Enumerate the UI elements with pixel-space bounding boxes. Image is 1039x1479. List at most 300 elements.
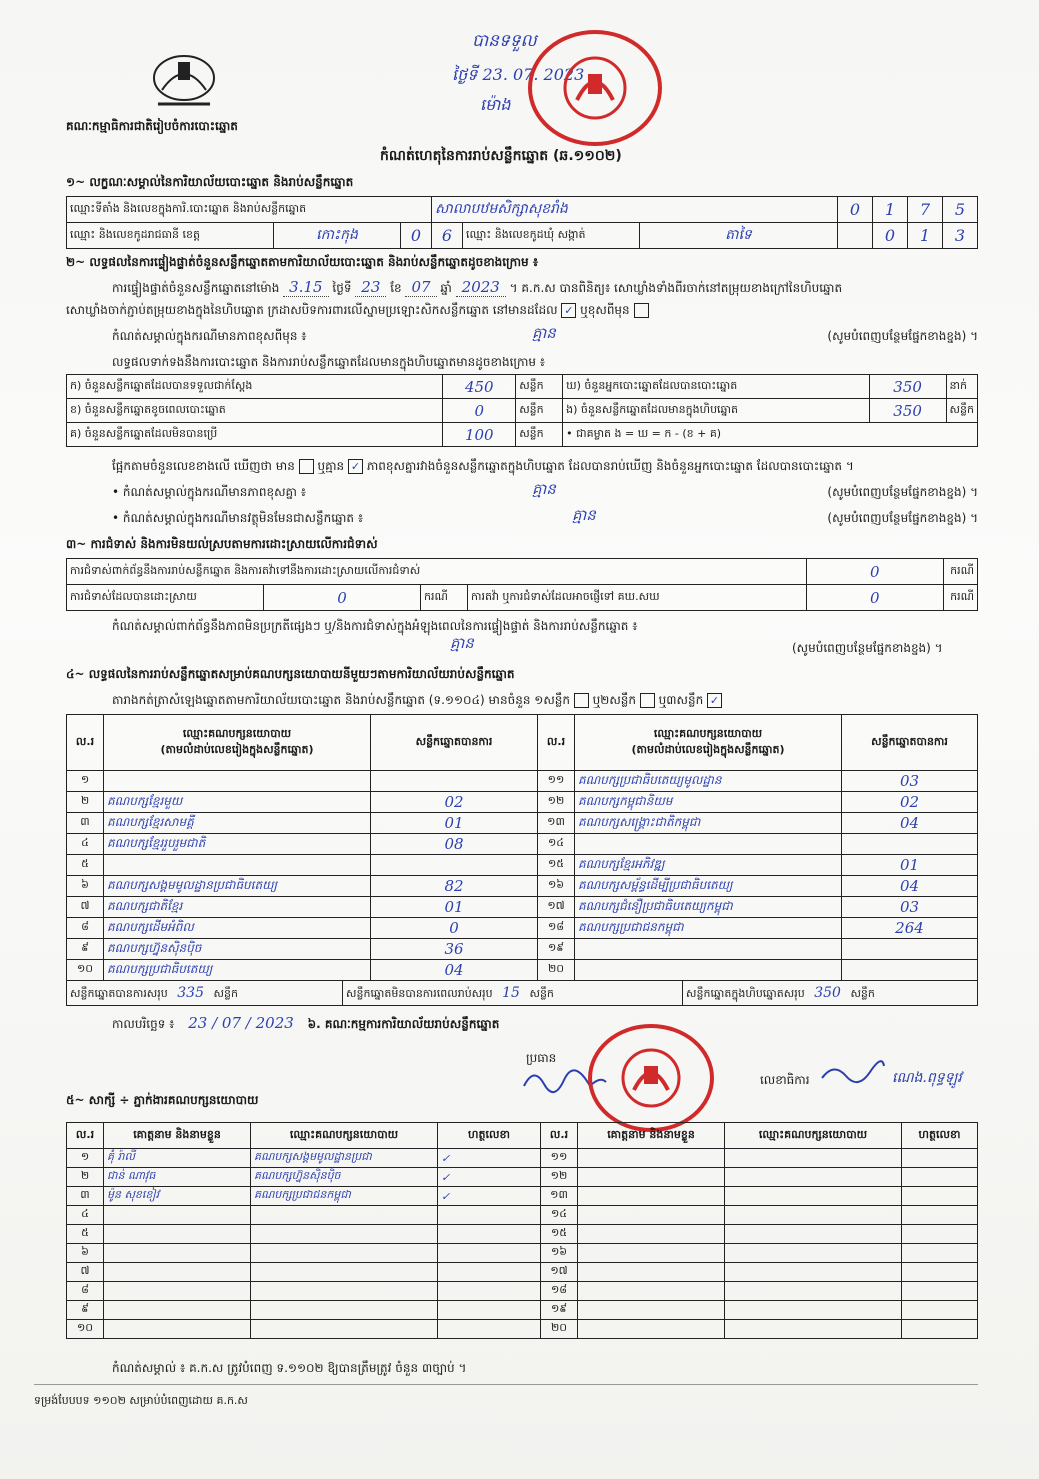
votes-row — [67, 813, 978, 834]
verify-month-label: ខែ — [390, 281, 402, 295]
province-label: ឈ្មោះ និងលេខកូដរាជធានី ខេត្ត — [67, 223, 274, 249]
vote-party-right — [575, 939, 842, 960]
vote-no-left: ៩ — [67, 939, 104, 960]
witness-sign-left — [438, 1206, 541, 1225]
vote-party-left — [104, 771, 371, 792]
witness-col-name-right: គោត្តនាម និងនាមខ្លួន — [578, 1123, 725, 1149]
result-a-value: 450 — [443, 375, 516, 399]
vote-count-left: 0 — [371, 918, 538, 939]
witness-name-right — [578, 1187, 725, 1206]
compare-option-none: ឬគ្មាន — [317, 459, 345, 473]
remark3-note: (សូមបំពេញបន្ថែមផ្នែកខាងខ្នង) ។ — [827, 511, 978, 525]
station-code-3: 7 — [908, 197, 943, 223]
result-b-value: 0 — [443, 399, 516, 423]
footer-divider — [34, 1384, 978, 1385]
witness-sign-left — [438, 1244, 541, 1263]
witness-party-right — [725, 1282, 902, 1301]
witness-sign-right — [902, 1187, 978, 1206]
witness-name-left — [104, 1244, 251, 1263]
total-box-value: 350 — [814, 985, 841, 1001]
station-code-2: 1 — [873, 197, 908, 223]
witness-no-right: ១៣ — [541, 1187, 578, 1206]
verify-time-label: ការផ្ទៀងផ្ទាត់ចំនួនសន្លឹកឆ្នោតនៅម៉ោង — [112, 281, 280, 295]
three-sheet-checkbox[interactable]: ✓ — [707, 693, 722, 708]
remark3-label: • កំណត់សម្គាល់ក្នុងករណីមានវត្ថុមិនមែនជាសន្លឹកឆ្នោត ៖ — [112, 511, 364, 525]
witness-party-right — [725, 1149, 902, 1168]
tally-sheet-line — [112, 692, 722, 710]
witness-party-left — [251, 1301, 438, 1320]
witness-no-right: ១៨ — [541, 1282, 578, 1301]
section3-title: ៣~ ការជំទាស់ និងការមិនយល់ស្របតាមការដោះស្រាយលើការជំទាស់ — [66, 537, 378, 551]
result-c-label: គ) ចំនួនសន្លឹកឆ្នោតដែលមិនបានប្រើ — [67, 423, 443, 447]
witness-col-party-left: ឈ្មោះគណបក្សនយោបាយ — [251, 1123, 438, 1149]
witness-no-left: ៣ — [67, 1187, 104, 1206]
verify-day: 23 — [355, 278, 386, 297]
witness-row — [67, 1168, 978, 1187]
result-e-value: 350 — [869, 399, 946, 423]
witness-sign-left — [438, 1225, 541, 1244]
witness-party-right — [725, 1225, 902, 1244]
commune-code-2: 1 — [908, 223, 943, 249]
vote-party-right: គណបក្សសម្ព័ន្ធដើម្បីប្រជាធិបតេយ្យ — [575, 876, 842, 897]
witness-name-left — [104, 1301, 251, 1320]
votes-col-party-left-title: ឈ្មោះគណបក្សនយោបាយ — [182, 726, 292, 740]
seal-status-text: សោឃ្លាំងចាក់ភ្ជាប់តម្រុយខាងក្នុងនៃហិបឆ្នោត ក្រដាសបិទការពារលើស្នាមប្រឡោះសិកសន្លឹកឆ្នោត នៅមានដដែល — [66, 303, 558, 317]
vote-party-left: គណបក្សខ្មែរមួយ — [104, 792, 371, 813]
unchanged-checkbox[interactable]: ✓ — [561, 303, 576, 318]
vote-party-right: គណបក្សជំនឿប្រជាធិបតេយ្យកម្ពុជា — [575, 897, 842, 918]
witness-sign-left: ✓ — [438, 1187, 541, 1206]
vote-count-right: 264 — [842, 918, 978, 939]
official-seal-bottom — [588, 1024, 714, 1132]
total-box-unit: សន្លឹក — [850, 987, 875, 1000]
result-a-label: ក) ចំនួនសន្លឹកឆ្នោតដែលបានទទួលជាក់ស្តែង — [67, 375, 443, 399]
received-date: ថ្ងៃទី 23. 07. 2023 — [452, 65, 585, 84]
objection-row2b-unit: ករណី — [943, 585, 977, 611]
station-label: ឈ្មោះទីតាំង និងលេខក្នុងការិ.បោះឆ្នោត និងរាប់សន្លឹកឆ្នោត — [67, 197, 432, 223]
no-difference-checkbox[interactable]: ✓ — [348, 459, 363, 474]
witness-party-left — [251, 1282, 438, 1301]
witness-party-right — [725, 1168, 902, 1187]
witness-name-left — [104, 1320, 251, 1339]
tally-sheet-text: តារាងកត់ត្រាសំឡេងឆ្នោតតាមការិយាល័យបោះឆ្នោត និងរាប់សន្លឹកឆ្នោត (ទ.១១០៤) មានចំនួន ១សន្លឹក — [112, 693, 570, 707]
vote-no-right: ១៣ — [538, 813, 575, 834]
remark1-value: គ្មាន — [532, 324, 556, 342]
votes-col-party-right — [575, 715, 842, 771]
vote-count-right — [842, 834, 978, 855]
vote-count-left: 36 — [371, 939, 538, 960]
changed-option-label: ឬខុសពីមុន — [580, 303, 630, 317]
result-c-value: 100 — [443, 423, 516, 447]
vote-no-left: ៦ — [67, 876, 104, 897]
total-valid-label: សន្លឹកឆ្នោតបានការសរុប — [70, 987, 168, 1000]
witness-party-right — [725, 1187, 902, 1206]
remark2-row — [112, 480, 978, 502]
witness-party-left: គណបក្សហ្វ៊ុនស៊ិនប៉ិច — [251, 1168, 438, 1187]
vote-party-left: គណបក្សហ្វ៊ុនស៊ិនប៉ិច — [104, 939, 371, 960]
witness-sign-right — [902, 1225, 978, 1244]
verification-line-1 — [112, 278, 978, 298]
votes-table — [66, 714, 978, 1006]
witness-col-no-right: ល.រ — [541, 1123, 578, 1149]
date-value: 23 / 07 / 2023 — [188, 1014, 294, 1032]
vote-no-right: ១៨ — [538, 918, 575, 939]
votes-col-votes-right: សន្លឹកឆ្នោតបានការ — [842, 715, 978, 771]
objections-table — [66, 558, 978, 611]
total-valid-unit: សន្លឹក — [213, 987, 238, 1000]
witness-col-sign-right: ហត្ថលេខា — [902, 1123, 978, 1149]
vote-no-left: ១០ — [67, 960, 104, 981]
compare-text: ផ្អែកតាមចំនួនលេខខាងលើ ឃើញថា មាន — [112, 459, 295, 473]
witness-name-left — [104, 1225, 251, 1244]
witness-no-right: ១៤ — [541, 1206, 578, 1225]
witness-name-left: គុំ រ៉ាលី — [104, 1149, 251, 1168]
votes-row — [67, 834, 978, 855]
three-sheet-label: ឬ៣សន្លឹក — [658, 693, 704, 707]
received-label: បានទទួល — [472, 31, 537, 51]
vote-count-right — [842, 960, 978, 981]
result-d-value: 350 — [869, 375, 946, 399]
verify-time: 3.15 — [283, 278, 328, 297]
witness-name-right — [578, 1301, 725, 1320]
remark2-label: • កំណត់សម្គាល់ក្នុងករណីមានភាពខុសគ្នា ៖ — [112, 485, 307, 499]
vote-party-left: គណបក្សសង្គមមូលដ្ឋានប្រជាធិបតេយ្យ — [104, 876, 371, 897]
vote-no-left: ៥ — [67, 855, 104, 876]
witness-sign-right — [902, 1149, 978, 1168]
witness-no-left: ៤ — [67, 1206, 104, 1225]
nec-logo — [148, 48, 220, 112]
secretary-signature-icon — [818, 1058, 888, 1088]
secretary-label: លេខាធិការ — [760, 1073, 810, 1087]
vote-no-right: ១៧ — [538, 897, 575, 918]
vote-no-right: ២០ — [538, 960, 575, 981]
witness-party-right — [725, 1301, 902, 1320]
vote-party-right — [575, 834, 842, 855]
witness-party-left — [251, 1320, 438, 1339]
witness-row — [67, 1149, 978, 1168]
vote-no-left: ១ — [67, 771, 104, 792]
witness-name-right — [578, 1244, 725, 1263]
vote-no-left: ៨ — [67, 918, 104, 939]
vote-no-left: ៤ — [67, 834, 104, 855]
votes-row — [67, 960, 978, 981]
witness-party-left: គណបក្សប្រជាជនកម្ពុជា — [251, 1187, 438, 1206]
vote-no-right: ១៩ — [538, 939, 575, 960]
votes-row — [67, 792, 978, 813]
votes-row — [67, 876, 978, 897]
votes-row — [67, 771, 978, 792]
result-d-label: ឃ) ចំនួនអ្នកបោះឆ្នោតដែលបានបោះឆ្នោត — [563, 375, 870, 399]
witness-no-left: ៥ — [67, 1225, 104, 1244]
witness-sign-right — [902, 1168, 978, 1187]
witness-row — [67, 1301, 978, 1320]
irregularity-remark-label: កំណត់សម្គាល់ពាក់ព័ន្ធនឹងភាពមិនប្រក្រតីផ្សេងៗ ឬ/និងការជំទាស់ក្នុងអំឡុងពេលនៃការផ្ទៀងផ្ទាត់ និងការរាប់សន្លឹកឆ្នោត ៖ — [112, 619, 638, 633]
vote-count-right: 04 — [842, 813, 978, 834]
votes-row — [67, 918, 978, 939]
total-invalid-label: សន្លឹកឆ្នោតមិនបានការពេលរាប់សរុប — [346, 987, 493, 1000]
result-a-unit: សន្លឹក — [516, 375, 563, 399]
witness-row — [67, 1282, 978, 1301]
chair-label: ប្រធាន — [526, 1051, 557, 1065]
total-invalid-unit: សន្លឹក — [529, 987, 554, 1000]
one-sheet-checkbox[interactable] — [574, 693, 589, 708]
two-sheet-checkbox[interactable] — [640, 693, 655, 708]
witness-party-right — [725, 1244, 902, 1263]
total-valid-value: 335 — [177, 985, 204, 1001]
witness-sign-left — [438, 1320, 541, 1339]
witness-row — [67, 1244, 978, 1263]
vote-count-left: 82 — [371, 876, 538, 897]
vote-party-right: គណបក្សសង្គ្រោះជាតិកម្ពុជា — [575, 813, 842, 834]
total-box-label: សន្លឹកឆ្នោតក្នុងហិបឆ្នោតសរុប — [686, 987, 805, 1000]
witness-col-name-left: គោត្តនាម និងនាមខ្លួន — [104, 1123, 251, 1149]
results-table — [66, 374, 978, 447]
witness-sign-right — [902, 1206, 978, 1225]
witness-name-right — [578, 1263, 725, 1282]
witness-row — [67, 1263, 978, 1282]
official-seal-top — [528, 30, 662, 146]
section2-title: ២~ លទ្ធផលនៃការផ្ទៀងផ្ទាត់ចំនួនសន្លឹកឆ្នោតតាមការិយាល័យបោះឆ្នោត និងរាប់សន្លឹកឆ្នោតដូចខាងក្រោម ៖ — [66, 255, 539, 269]
witness-party-left — [251, 1225, 438, 1244]
vote-count-left: 01 — [371, 813, 538, 834]
commune-code-blank — [838, 223, 873, 249]
vote-count-right: 04 — [842, 876, 978, 897]
votes-col-no-left: ល.រ — [67, 715, 104, 771]
commune-value: តាទៃ — [640, 223, 838, 249]
section4-title: ៤~ លទ្ធផលនៃការរាប់សន្លឹកឆ្នោតសម្រាប់គណបក្សនយោបាយនីមួយៗតាមការិយាល័យរាប់សន្លឹកឆ្នោត — [66, 667, 515, 681]
witness-no-left: ២ — [67, 1168, 104, 1187]
witness-sign-left — [438, 1301, 541, 1320]
vote-no-right: ១១ — [538, 771, 575, 792]
vote-party-left: គណបក្សជាតិខ្មែរ — [104, 897, 371, 918]
commune-code-3: 3 — [943, 223, 978, 249]
witness-no-right: ១១ — [541, 1149, 578, 1168]
witness-no-right: ១៦ — [541, 1244, 578, 1263]
remark1-row — [112, 324, 978, 346]
vote-party-left: គណបក្សខ្មែរសាមគ្គី — [104, 813, 371, 834]
remark2-value: គ្មាន — [532, 480, 556, 498]
witness-party-right — [725, 1263, 902, 1282]
form-title: កំណត់ហេតុនៃការរាប់សន្លឹកឆ្នោត (ឆ.១១០២) — [380, 148, 622, 164]
witness-name-left — [104, 1263, 251, 1282]
remark3-value: គ្មាន — [572, 506, 596, 524]
objection-row2b-value: 0 — [806, 585, 943, 611]
has-difference-checkbox[interactable] — [299, 459, 314, 474]
witness-no-right: ១៩ — [541, 1301, 578, 1320]
result-e-unit: សន្លឹក — [946, 399, 977, 423]
witness-no-left: ១ — [67, 1149, 104, 1168]
total-valid-cell — [67, 981, 343, 1005]
vote-party-right: គណបក្សប្រជាជនកម្ពុជា — [575, 918, 842, 939]
secretary-signature — [818, 1058, 888, 1092]
votes-col-party-left — [104, 715, 371, 771]
compare-rest: ភាពខុសគ្នារវាងចំនួនសន្លឹកឆ្នោតក្នុងហិបឆ្នោត ដែលបានរាប់ឃើញ និងចំនួនអ្នកបោះឆ្នោត ដែលបានបោះឆ្នោត ។ — [366, 459, 854, 473]
witness-sign-right — [902, 1301, 978, 1320]
witness-no-left: ១០ — [67, 1320, 104, 1339]
secretary-name: ណេង.ពុទ្ធឡូវ — [892, 1070, 962, 1086]
result-b-label: ខ) ចំនួនសន្លឹកឆ្នោតខូចពេលបោះឆ្នោត — [67, 399, 443, 423]
total-invalid-value: 15 — [502, 985, 520, 1001]
result-formula: • ជាគម្លាត ង = ឃ = ក - (ខ + គ) — [563, 423, 978, 447]
objection-row1-unit: ករណី — [943, 559, 977, 585]
vote-party-right: គណបក្សកម្ពុជានិយម — [575, 792, 842, 813]
vote-count-left: 08 — [371, 834, 538, 855]
vote-party-left: គណបក្សដើមអំពិល — [104, 918, 371, 939]
vote-party-left: គណបក្សប្រជាធិបតេយ្យ — [104, 960, 371, 981]
result-d-unit: នាក់ — [946, 375, 977, 399]
station-value: សាលាបឋមសិក្សាសុខរាំង — [432, 197, 838, 223]
vote-count-left — [371, 855, 538, 876]
votes-col-party-right-sub: (តាមលំដាប់លេខរៀងក្នុងសន្លឹកឆ្នោត) — [631, 742, 785, 756]
verification-line-2 — [66, 302, 649, 320]
votes-col-votes-left: សន្លឹកឆ្នោតបានការ — [371, 715, 538, 771]
witness-row — [67, 1187, 978, 1206]
vote-count-right: 02 — [842, 792, 978, 813]
date-label: កាលបរិច្ឆេទ ៖ — [112, 1017, 175, 1031]
section5-title: ៥~ សាក្សី ÷ ភ្នាក់ងារគណបក្សនយោបាយ — [66, 1093, 259, 1107]
witness-sign-right — [902, 1244, 978, 1263]
witness-no-left: ៦ — [67, 1244, 104, 1263]
witness-party-left — [251, 1244, 438, 1263]
witness-sign-left — [438, 1282, 541, 1301]
province-value: កោះកុង — [274, 223, 401, 249]
remark2-note: (សូមបំពេញបន្ថែមផ្នែកខាងខ្នង) ។ — [827, 485, 978, 499]
witness-sign-right — [902, 1263, 978, 1282]
objection-row2a-label: ការជំទាស់ដែលបានដោះស្រាយ — [67, 585, 264, 611]
votes-col-no-right: ល.រ — [538, 715, 575, 771]
vote-count-right: 03 — [842, 771, 978, 792]
witness-sign-left: ✓ — [438, 1168, 541, 1187]
objection-row1-value: 0 — [806, 559, 943, 585]
witness-row — [67, 1320, 978, 1339]
vote-count-left: 01 — [371, 897, 538, 918]
committee-label: ៦. គណៈកម្មការការិយាល័យរាប់សន្លឹកឆ្នោត — [307, 1017, 500, 1031]
commune-code-1: 0 — [873, 223, 908, 249]
commune-label: ឈ្មោះ និងលេខកូដឃុំ សង្កាត់ — [463, 223, 640, 249]
witness-party-right — [725, 1320, 902, 1339]
verify-day-label: ថ្ងៃទី — [332, 281, 352, 295]
witness-row — [67, 1225, 978, 1244]
vote-no-right: ១៤ — [538, 834, 575, 855]
vote-count-left: 02 — [371, 792, 538, 813]
vote-party-right: គណបក្សខ្មែរអភិវឌ្ឍ — [575, 855, 842, 876]
vote-no-left: ៧ — [67, 897, 104, 918]
verify-suffix: ។ គ.ក.ស បានពិនិត្យ៖ សោឃ្លាំងទាំងពីរចាក់នៅតម្រុយខាងក្រៅនៃហិបឆ្នោត — [509, 281, 843, 295]
date-row — [112, 1014, 499, 1034]
objection-row2a-value: 0 — [264, 585, 421, 611]
votes-row — [67, 939, 978, 960]
witness-sign-left: ✓ — [438, 1149, 541, 1168]
verify-year: 2023 — [456, 278, 506, 297]
votes-row — [67, 855, 978, 876]
witness-party-left: គណបក្សសង្គមមូលដ្ឋានប្រជា — [251, 1149, 438, 1168]
vote-no-right: ១៥ — [538, 855, 575, 876]
witness-no-right: ១២ — [541, 1168, 578, 1187]
objection-row2a-unit: ករណី — [421, 585, 468, 611]
section1-title: ១~ លក្ខណៈសម្គាល់នៃការិយាល័យបោះឆ្នោត និងរាប់សន្លឹកឆ្នោត — [66, 175, 354, 189]
witness-name-left — [104, 1282, 251, 1301]
witness-no-left: ៩ — [67, 1301, 104, 1320]
objection-row2b-label: ការតវ៉ា ឬការជំទាស់ដែលអាចផ្ញើទៅ គឃ.សឃ — [468, 585, 807, 611]
witness-name-right — [578, 1282, 725, 1301]
votes-col-party-left-sub: (តាមលំដាប់លេខរៀងក្នុងសន្លឹកឆ្នោត) — [160, 742, 314, 756]
changed-checkbox[interactable] — [634, 303, 649, 318]
witness-sign-left — [438, 1263, 541, 1282]
remark3-row — [112, 506, 978, 528]
station-code-1: 0 — [838, 197, 873, 223]
vote-count-right: 01 — [842, 855, 978, 876]
witness-table — [66, 1122, 978, 1339]
witness-col-sign-left: ហត្ថលេខា — [438, 1123, 541, 1149]
vote-count-left — [371, 771, 538, 792]
witness-no-right: ២០ — [541, 1320, 578, 1339]
two-sheet-label: ឬ២សន្លឹក — [592, 693, 637, 707]
witness-name-left: ម៉ូន សុខខៀវ — [104, 1187, 251, 1206]
witness-name-right — [578, 1206, 725, 1225]
witness-name-left — [104, 1206, 251, 1225]
witness-sign-right — [902, 1282, 978, 1301]
nec-emblem-icon — [148, 48, 220, 112]
witness-row — [67, 1206, 978, 1225]
witness-sign-right — [902, 1320, 978, 1339]
verify-month: 07 — [405, 278, 436, 297]
section1-table — [66, 196, 978, 249]
witness-name-right — [578, 1225, 725, 1244]
vote-no-right: ១២ — [538, 792, 575, 813]
witness-col-party-right: ឈ្មោះគណបក្សនយោបាយ — [725, 1123, 902, 1149]
witness-name-right — [578, 1168, 725, 1187]
seal-bottom-emblem-icon — [592, 1028, 710, 1128]
footer-note: កំណត់សម្គាល់ ៖ គ.ក.ស ត្រូវបំពេញ ទ.១១០២ ឱ្យបានត្រឹមត្រូវ ចំនួន ៣ច្បាប់ ។ — [112, 1361, 467, 1375]
witness-name-left: ជាន់ ណាវុធ — [104, 1168, 251, 1187]
results-intro: លទ្ធផលទាក់ទងនឹងការបោះឆ្នោត និងការរាប់សន្លឹកឆ្នោតដែលមានក្នុងហិបឆ្នោតមានដូចខាងក្រោម ៖ — [112, 355, 546, 369]
result-b-unit: សន្លឹក — [516, 399, 563, 423]
witness-no-left: ៨ — [67, 1282, 104, 1301]
organization-name: គណៈកម្មាធិការជាតិរៀបចំការបោះឆ្នោត — [66, 119, 238, 133]
province-code-2: 6 — [432, 223, 463, 249]
witness-party-left — [251, 1263, 438, 1282]
seal-emblem-icon — [532, 34, 658, 142]
vote-party-left — [104, 855, 371, 876]
irregularity-remark-note: (សូមបំពេញបន្ថែមផ្នែកខាងខ្នង) ។ — [792, 641, 943, 655]
received-time: ម៉ោង — [480, 95, 511, 114]
vote-party-right — [575, 960, 842, 981]
remark1-label: កំណត់សម្គាល់ក្នុងករណីមានភាពខុសពីមុន ៖ — [112, 329, 307, 343]
votes-totals-row — [67, 981, 978, 1006]
result-e-label: ង) ចំនួនសន្លឹកឆ្នោតដែលមានក្នុងហិបឆ្នោត — [563, 399, 870, 423]
station-code-4: 5 — [943, 197, 978, 223]
verify-year-label: ឆ្នាំ — [440, 281, 452, 295]
witness-name-right — [578, 1320, 725, 1339]
witness-no-right: ១៥ — [541, 1225, 578, 1244]
witness-no-right: ១៧ — [541, 1263, 578, 1282]
total-box-cell — [683, 981, 977, 1005]
total-invalid-cell — [343, 981, 683, 1005]
vote-count-right: 03 — [842, 897, 978, 918]
vote-count-left: 04 — [371, 960, 538, 981]
vote-no-left: ៣ — [67, 813, 104, 834]
irregularity-remark-value: គ្មាន — [450, 634, 474, 652]
witness-party-left — [251, 1206, 438, 1225]
compare-line — [112, 458, 854, 476]
witness-name-right — [578, 1149, 725, 1168]
vote-count-right — [842, 939, 978, 960]
objection-row1-label: ការជំទាស់ពាក់ព័ន្ធនឹងការរាប់សន្លឹកឆ្នោត និងការតវ៉ាទៅនឹងការដោះស្រាយលើការជំទាស់ — [67, 559, 807, 585]
province-code-1: 0 — [401, 223, 432, 249]
votes-row — [67, 897, 978, 918]
witness-party-right — [725, 1206, 902, 1225]
vote-no-left: ២ — [67, 792, 104, 813]
